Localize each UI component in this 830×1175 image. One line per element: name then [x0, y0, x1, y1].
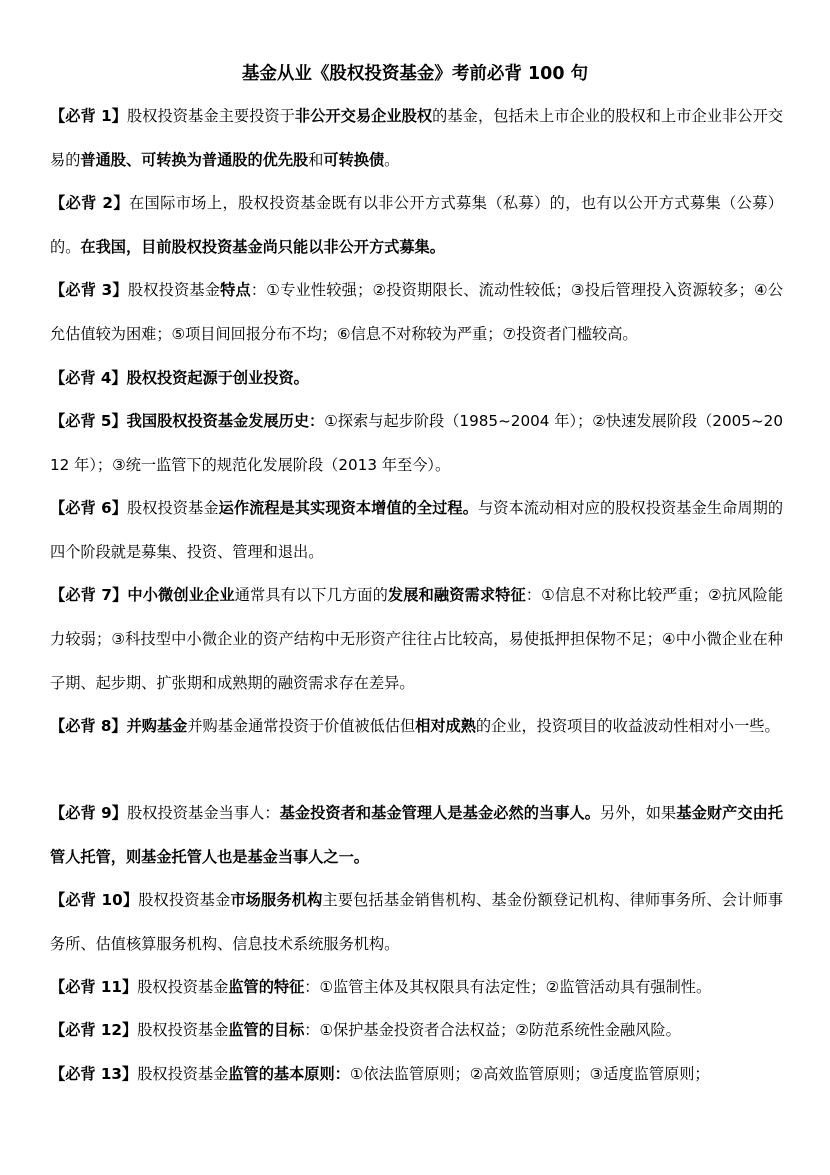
- item-bold-text: 市场服务机构: [230, 891, 323, 909]
- item-text: 主要包括基金销售机构、基金份额登记机构、律师事务所、会计师事务所、估值核算服务机构、信息技术系统服务机构。: [50, 891, 783, 953]
- item-text: 。: [384, 151, 400, 169]
- item-text: 股权投资基金主要投资于: [127, 107, 295, 125]
- item-bold-text: 普通股: [80, 151, 126, 169]
- item-text: 股权投资基金: [137, 978, 229, 996]
- item-text: ①探索与起步阶段（1985~2004 年）；②快速发展阶段（2005~2012 年）；③统一监管下的规范化发展阶段（2013 年至今）。: [50, 412, 783, 474]
- item-text: 的企业，投资项目的收益波动性相对小一些。: [475, 717, 780, 735]
- item-text: ：①保护基金投资者合法权益；②防范系统性金融风险。: [304, 1021, 681, 1039]
- item-text: 与资本流动相对应的股权投资基金生命周期的四个阶段就是募集、投资、管理和退出。: [50, 499, 784, 561]
- item-1: [50, 94, 783, 182]
- item-text: ①依法监管原则；②高效监管原则；③适度监管原则；: [349, 1065, 710, 1083]
- item-text: 和: [308, 151, 324, 169]
- item-label: 【必背 2】: [50, 194, 129, 212]
- item-text: ：①监管主体及其权限具有法定性；②监管活动具有强制性。: [304, 978, 712, 996]
- item-label: 【必背 4】: [50, 369, 127, 387]
- item-label: 【必背 8】: [50, 717, 127, 735]
- item-bold-text: 运作流程是其实现资本增值的全过程。: [218, 499, 478, 517]
- item-label: 【必背 5】: [50, 412, 127, 430]
- item-13: [50, 1052, 783, 1096]
- item-3: [50, 268, 783, 356]
- item-label: 【必背 6】: [50, 499, 128, 517]
- item-bold-text: 发展和融资需求特征: [387, 586, 526, 604]
- item-text: ：①专业性较强；②投资期限长、流动性较低；③投后管理投入资源较多；④公允估值较为困难；⑤项目间回报分布不均；⑥信息不对称较为严重；⑦投资者门槛较高。: [50, 281, 784, 343]
- item-label: 【必背 12】: [50, 1021, 138, 1039]
- item-label: 【必背 13】: [50, 1065, 138, 1083]
- item-label: 【必背 11】: [50, 978, 138, 996]
- item-12: [50, 1008, 783, 1052]
- item-bold-text: 我国股权投资基金发展历史：: [126, 412, 325, 430]
- item-bold-text: 股权投资起源于创业投资。: [126, 369, 309, 387]
- item-text: 通常具有以下几方面的: [234, 586, 388, 604]
- item-bold-text: 基金投资者和基金管理人是基金必然的当事人。: [279, 804, 601, 822]
- item-9: [50, 791, 783, 879]
- item-10: [50, 878, 783, 966]
- item-text: 股权投资基金: [127, 281, 221, 299]
- item-text: 股权投资基金: [137, 1065, 229, 1083]
- item-bold-text: 在我国，目前股权投资基金尚只能以非公开方式募集。: [80, 238, 445, 256]
- item-bold-text: 监管的目标: [228, 1021, 305, 1039]
- item-label: 【必背 7】: [50, 586, 128, 604]
- item-11: [50, 965, 783, 1009]
- item-text: ：①信息不对称比较严重；②抗风险能力较弱；③科技型中小微企业的资产结构中无形资产往往占比较高，易使抵押担保物不足；④中小微企业在种子期、起步期、扩张期和成熟期的融资需求存在差异。: [50, 586, 784, 692]
- item-8: [50, 704, 783, 748]
- item-text: 另外，如果: [600, 804, 677, 822]
- item-2: [50, 181, 783, 269]
- item-bold-text: 可转换债: [323, 151, 385, 169]
- item-text: 在国际市场上，股权投资基金既有以非公开方式募集（私募）的，也有以公开方式募集（公募）的。: [50, 194, 783, 256]
- item-6: [50, 486, 783, 574]
- document-title: 基金从业《股权投资基金》考前必背 100 句: [241, 64, 589, 84]
- item-text: 股权投资基金: [137, 1021, 229, 1039]
- item-label: 【必背 9】: [50, 804, 128, 822]
- item-bold-text: 特点: [220, 281, 251, 299]
- item-text: 的基金，包括未上市企业的股权和上市企业非公开交易的: [50, 107, 784, 169]
- item-label: 【必背 10】: [50, 891, 139, 909]
- item-bold-text: 基金财产交由托管人托管，则基金托管人也是基金当事人之一。: [50, 804, 784, 866]
- item-text: 股权投资基金当事人：: [127, 804, 280, 822]
- item-7: [50, 573, 783, 705]
- item-5: [50, 399, 783, 487]
- item-text: 并购基金通常投资于价值被低估但: [187, 717, 416, 735]
- item-text: 股权投资基金: [138, 891, 231, 909]
- item-label: 【必背 1】: [50, 107, 128, 125]
- item-bold-text: 相对成熟: [415, 717, 476, 735]
- item-bold-text: 监管的基本原则：: [228, 1065, 350, 1083]
- item-bold-text: 监管的特征: [228, 978, 305, 996]
- item-bold-text: 可转换为普通股的优先股: [141, 151, 309, 169]
- item-bold-text: 中小微创业企业: [127, 586, 235, 604]
- item-bold-text: 并购基金: [126, 717, 188, 735]
- item-label: 【必背 3】: [50, 281, 128, 299]
- item-bold-text: 非公开交易企业股权: [294, 107, 433, 125]
- item-4: [50, 356, 783, 400]
- item-text: 股权投资基金: [127, 499, 219, 517]
- item-bold-text: 、: [125, 151, 142, 169]
